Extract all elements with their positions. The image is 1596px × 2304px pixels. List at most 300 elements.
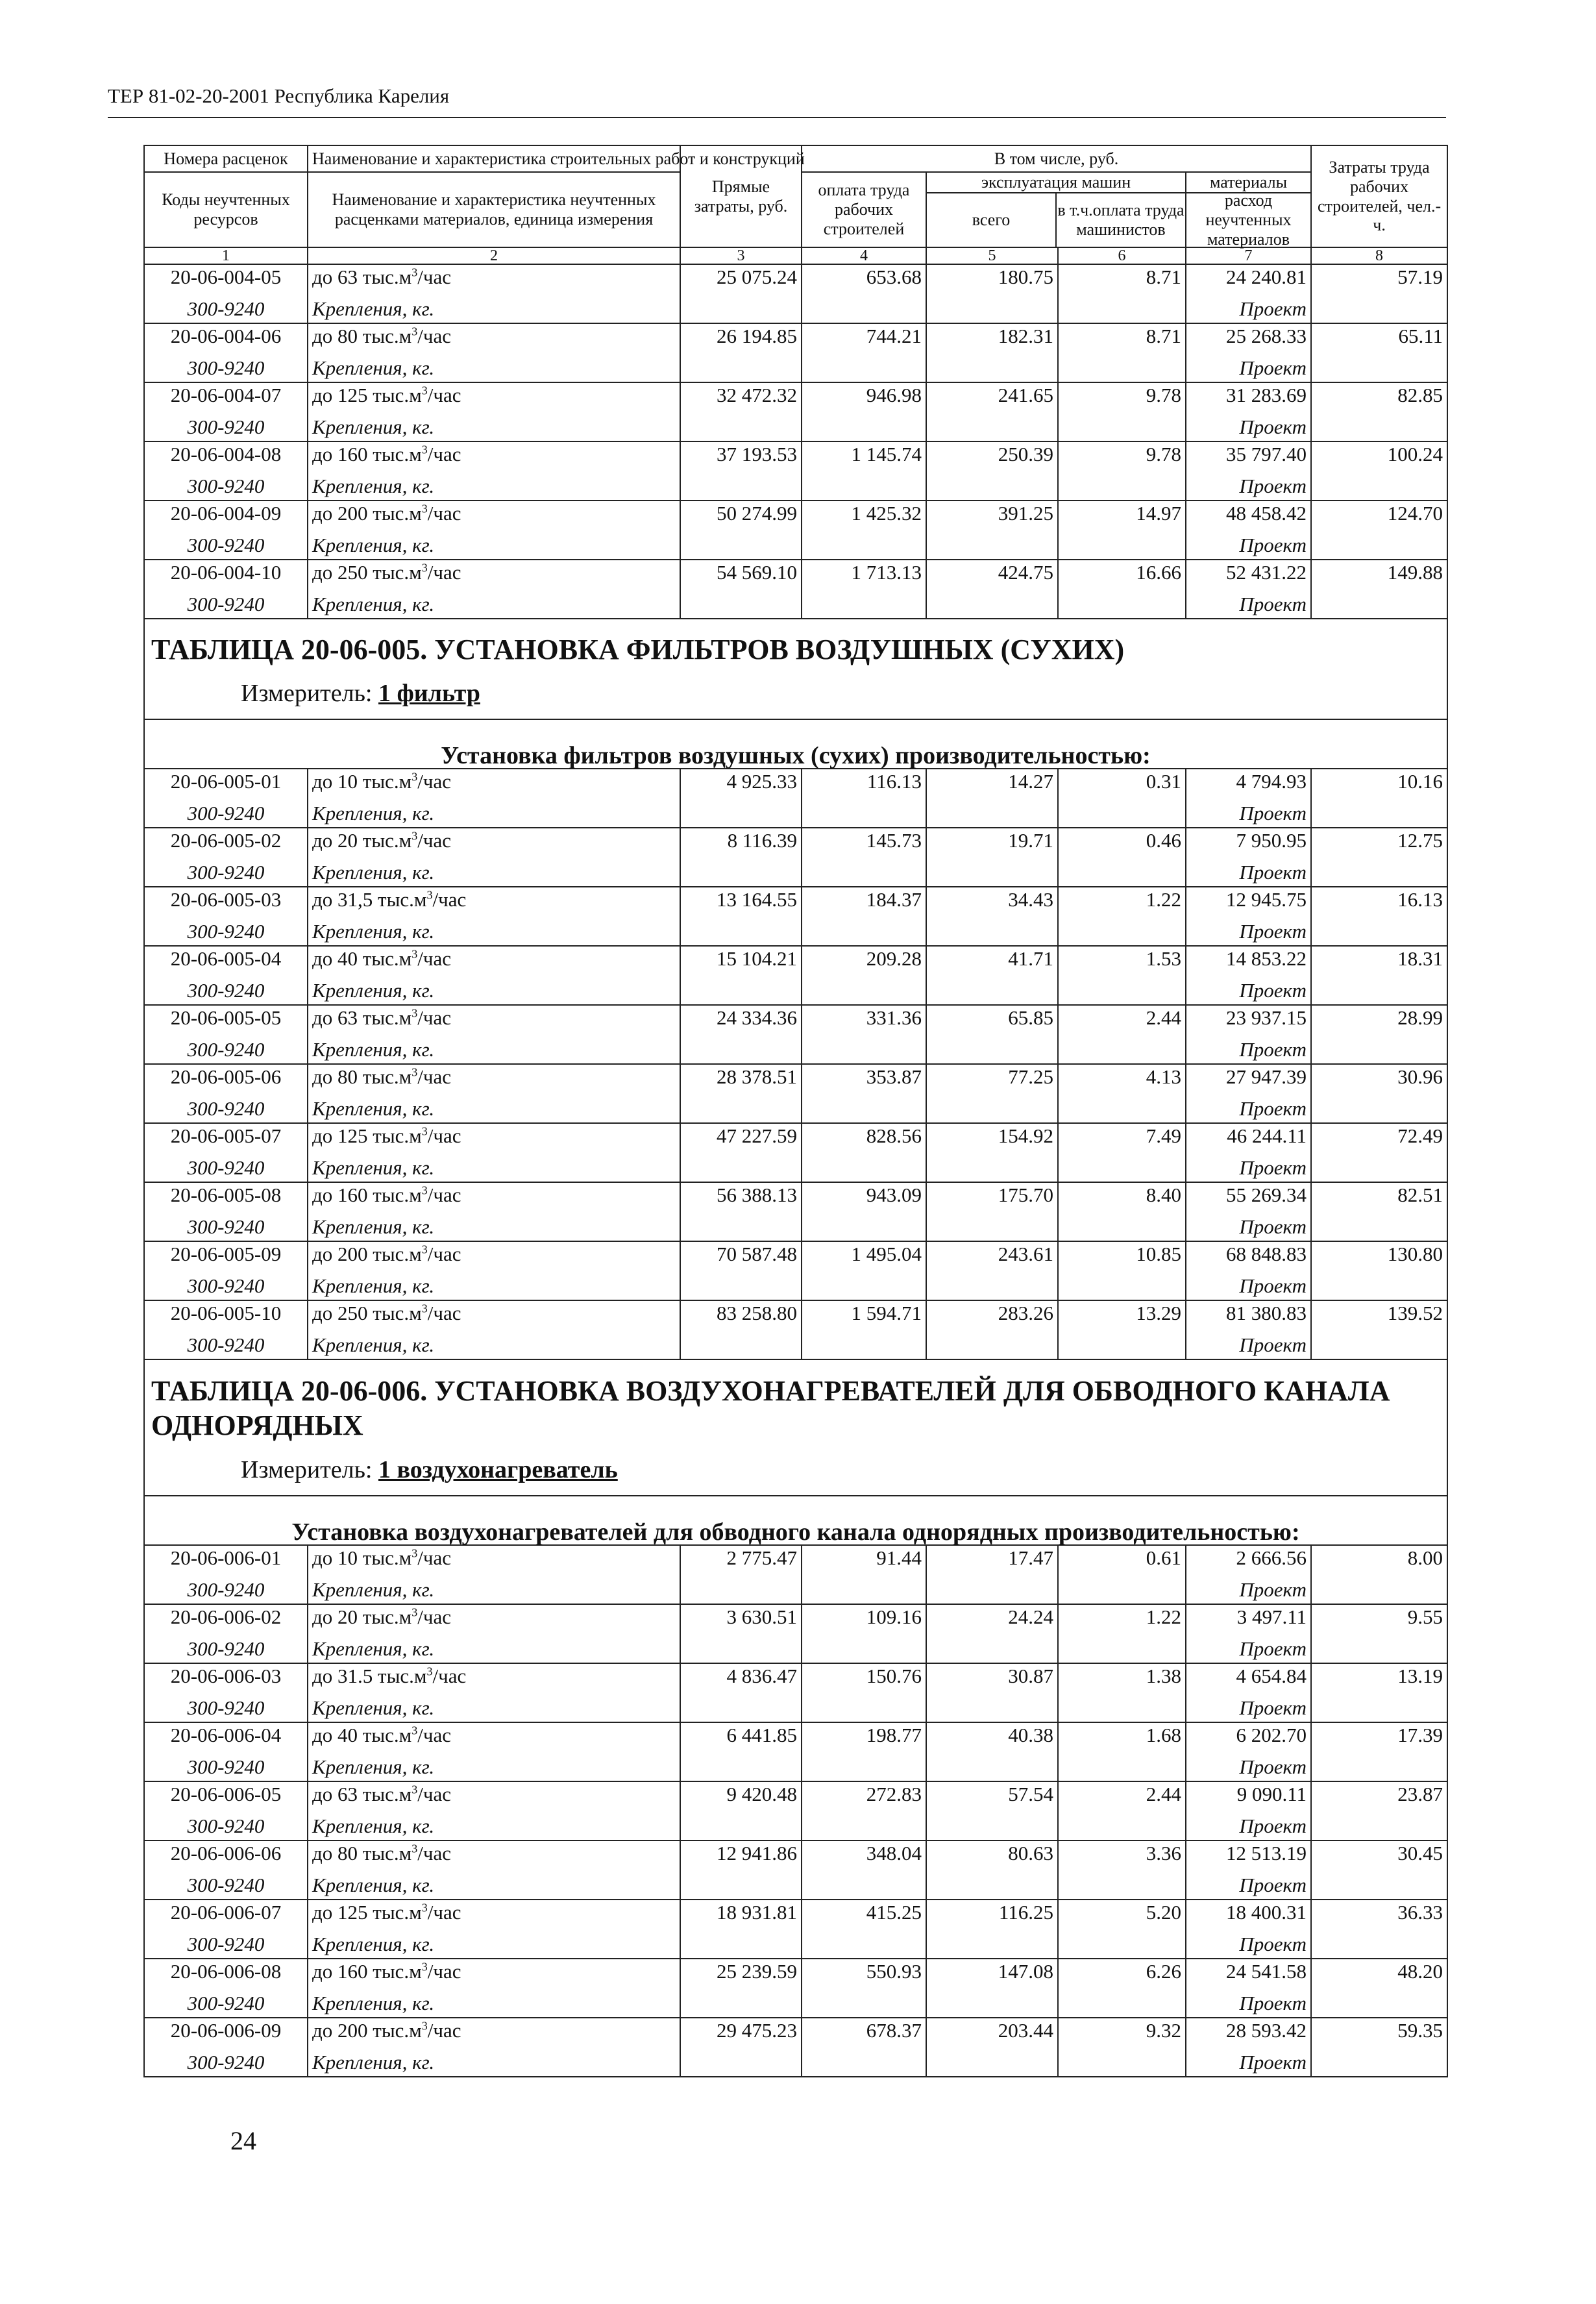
work-name — [308, 441, 680, 476]
rate-code: 20-06-006-07 — [144, 1900, 308, 1934]
col-num-1: 1 — [144, 247, 308, 264]
table-row — [144, 1604, 1447, 1639]
resource-name: Крепления, кг. — [308, 1158, 680, 1182]
rate-code: 20-06-006-05 — [144, 1781, 308, 1816]
work-name — [308, 769, 680, 803]
section-title-row — [144, 1359, 1447, 1457]
labor-cost: 415.25 — [802, 1900, 926, 1934]
labor-cost: 946.98 — [802, 382, 926, 417]
work-name — [308, 946, 680, 980]
measure-value: 1 воздухонагреватель — [378, 1456, 618, 1483]
resource-code: 300-9240 — [144, 594, 308, 619]
resource-code: 300-9240 — [144, 862, 308, 887]
empty-cell — [926, 594, 1058, 619]
prefix: до — [312, 1243, 338, 1265]
prefix: до — [312, 502, 338, 525]
empty-cell — [1058, 921, 1186, 946]
resource-qty: Проект — [1186, 358, 1311, 382]
empty-cell — [680, 1698, 802, 1722]
capacity: 200 — [338, 2019, 368, 2042]
table-row — [144, 2018, 1447, 2052]
work-name — [308, 1123, 680, 1158]
resource-name: Крепления, кг. — [308, 1276, 680, 1300]
unit: тыс.м — [378, 1665, 427, 1687]
gap-cell — [144, 719, 1447, 742]
direct-cost: 26 194.85 — [680, 323, 802, 358]
labor-hours: 13.19 — [1311, 1663, 1447, 1698]
resource-qty: Проект — [1186, 299, 1311, 323]
driver-cost: 9.78 — [1058, 382, 1186, 417]
direct-cost: 18 931.81 — [680, 1900, 802, 1934]
resource-name: Крепления, кг. — [308, 1816, 680, 1840]
resource-code: 300-9240 — [144, 358, 308, 382]
resource-code: 300-9240 — [144, 299, 308, 323]
driver-cost: 14.97 — [1058, 501, 1186, 535]
labor-cost: 184.37 — [802, 887, 926, 921]
work-name — [308, 264, 680, 299]
labor-cost: 1 145.74 — [802, 441, 926, 476]
table-row-resource — [144, 1098, 1447, 1123]
prefix: до — [312, 443, 338, 465]
resource-code: 300-9240 — [144, 1098, 308, 1123]
material-cost: 9 090.11 — [1186, 1781, 1311, 1816]
rate-code: 20-06-006-02 — [144, 1604, 308, 1639]
material-cost: 81 380.83 — [1186, 1300, 1311, 1335]
labor-hours: 124.70 — [1311, 501, 1447, 535]
labor-hours: 65.11 — [1311, 323, 1447, 358]
unit-power: 3 — [426, 888, 433, 902]
empty-cell — [802, 1039, 926, 1064]
empty-cell — [680, 1276, 802, 1300]
table-row — [144, 769, 1447, 803]
machine-cost: 250.39 — [926, 441, 1058, 476]
material-cost: 35 797.40 — [1186, 441, 1311, 476]
per-hour: /час — [427, 1960, 461, 1983]
machine-cost: 40.38 — [926, 1722, 1058, 1757]
per-hour: /час — [417, 266, 452, 288]
unit: тыс.м — [373, 502, 422, 525]
header-rule — [108, 117, 1446, 118]
material-cost: 27 947.39 — [1186, 1064, 1311, 1098]
empty-cell — [1058, 1934, 1186, 1959]
labor-hours: 23.87 — [1311, 1781, 1447, 1816]
empty-cell — [802, 535, 926, 560]
driver-cost: 2.44 — [1058, 1005, 1186, 1039]
labor-hours: 100.24 — [1311, 441, 1447, 476]
direct-cost: 56 388.13 — [680, 1182, 802, 1217]
unit: тыс.м — [378, 888, 427, 911]
material-cost: 48 458.42 — [1186, 501, 1311, 535]
table-column-numbers — [144, 247, 1447, 264]
direct-cost: 13 164.55 — [680, 887, 802, 921]
labor-cost: 91.44 — [802, 1545, 926, 1579]
per-hour: /час — [427, 1243, 461, 1265]
empty-cell — [1058, 1639, 1186, 1663]
work-name — [308, 2018, 680, 2052]
material-cost: 3 497.11 — [1186, 1604, 1311, 1639]
unit-power: 3 — [421, 1302, 428, 1315]
machine-cost: 80.63 — [926, 1840, 1058, 1875]
empty-cell — [680, 476, 802, 501]
table-row — [144, 1959, 1447, 1993]
table-row-resource — [144, 803, 1447, 828]
col-num-3: 3 — [680, 247, 802, 264]
machine-cost: 203.44 — [926, 2018, 1058, 2052]
empty-cell — [680, 1993, 802, 2018]
empty-cell — [1311, 862, 1447, 887]
empty-cell — [1311, 1579, 1447, 1604]
th-machines: эксплуатация машин — [927, 173, 1185, 193]
resource-name: Крепления, кг. — [308, 1039, 680, 1064]
direct-cost: 25 075.24 — [680, 264, 802, 299]
empty-cell — [1311, 1098, 1447, 1123]
per-hour: /час — [427, 1901, 461, 1924]
empty-cell — [680, 594, 802, 619]
direct-cost: 83 258.80 — [680, 1300, 802, 1335]
resource-name: Крепления, кг. — [308, 1698, 680, 1722]
machine-cost: 57.54 — [926, 1781, 1058, 1816]
rate-code: 20-06-006-08 — [144, 1959, 308, 1993]
empty-cell — [1058, 1158, 1186, 1182]
material-cost: 18 400.31 — [1186, 1900, 1311, 1934]
gap-cell — [144, 1496, 1447, 1518]
driver-cost: 1.22 — [1058, 1604, 1186, 1639]
unit: тыс.м — [373, 443, 422, 465]
empty-cell — [926, 535, 1058, 560]
document-header: ТЕР 81-02-20-2001 Республика Карелия — [108, 84, 450, 107]
resource-qty: Проект — [1186, 1934, 1311, 1959]
direct-cost: 50 274.99 — [680, 501, 802, 535]
unit: тыс.м — [373, 1243, 422, 1265]
direct-cost: 28 378.51 — [680, 1064, 802, 1098]
empty-cell — [802, 1875, 926, 1900]
capacity: 40 — [338, 947, 358, 970]
direct-cost: 70 587.48 — [680, 1241, 802, 1276]
direct-cost: 47 227.59 — [680, 1123, 802, 1158]
work-name — [308, 1604, 680, 1639]
empty-cell — [802, 1217, 926, 1241]
empty-cell — [1311, 476, 1447, 501]
resource-qty: Проект — [1186, 535, 1311, 560]
th-name-b: Наименование и характеристика неучтенных расценками материалов, единица измерения — [308, 172, 680, 247]
rate-code: 20-06-005-07 — [144, 1123, 308, 1158]
labor-hours: 28.99 — [1311, 1005, 1447, 1039]
resource-qty: Проект — [1186, 1993, 1311, 2018]
table-row-resource — [144, 535, 1447, 560]
work-name — [308, 1005, 680, 1039]
rate-code: 20-06-005-10 — [144, 1300, 308, 1335]
labor-hours: 16.13 — [1311, 887, 1447, 921]
labor-cost: 1 425.32 — [802, 501, 926, 535]
resource-code: 300-9240 — [144, 1757, 308, 1781]
machine-cost: 147.08 — [926, 1959, 1058, 1993]
prefix: до — [312, 1665, 338, 1687]
unit: тыс.м — [362, 1546, 412, 1569]
table-row-resource — [144, 2052, 1447, 2077]
capacity: 200 — [338, 1243, 368, 1265]
labor-hours: 12.75 — [1311, 828, 1447, 862]
direct-cost: 2 775.47 — [680, 1545, 802, 1579]
empty-cell — [1058, 594, 1186, 619]
resource-name: Крепления, кг. — [308, 1579, 680, 1604]
labor-cost: 1 594.71 — [802, 1300, 926, 1335]
unit-power: 3 — [421, 443, 428, 456]
work-name — [308, 382, 680, 417]
machine-cost: 30.87 — [926, 1663, 1058, 1698]
th-materials: материалы — [1186, 173, 1310, 193]
resource-qty: Проект — [1186, 1098, 1311, 1123]
labor-hours: 149.88 — [1311, 560, 1447, 594]
section-title-row — [144, 619, 1447, 681]
resource-qty: Проект — [1186, 1698, 1311, 1722]
direct-cost: 4 925.33 — [680, 769, 802, 803]
resource-code: 300-9240 — [144, 1335, 308, 1359]
work-name — [308, 1900, 680, 1934]
capacity: 80 — [338, 1065, 358, 1088]
measure-label: Измеритель: — [241, 1456, 378, 1483]
rate-code: 20-06-004-09 — [144, 501, 308, 535]
material-cost: 23 937.15 — [1186, 1005, 1311, 1039]
unit: тыс.м — [362, 770, 412, 793]
table-row-resource — [144, 862, 1447, 887]
empty-cell — [926, 980, 1058, 1005]
resource-name: Крепления, кг. — [308, 1993, 680, 2018]
resource-qty: Проект — [1186, 980, 1311, 1005]
resource-name: Крепления, кг. — [308, 1639, 680, 1663]
machine-cost: 241.65 — [926, 382, 1058, 417]
th-labor: оплата труда рабочих строителей — [802, 172, 926, 247]
empty-cell — [680, 1039, 802, 1064]
unit-power: 3 — [411, 325, 418, 338]
unit-power: 3 — [411, 266, 418, 279]
prefix: до — [312, 947, 338, 970]
empty-cell — [802, 980, 926, 1005]
capacity: 40 — [338, 1724, 358, 1746]
section-title: ТАБЛИЦА 20-06-005. УСТАНОВКА ФИЛЬТРОВ ВОЗДУШНЫХ (СУХИХ) — [144, 619, 1447, 681]
rate-code: 20-06-005-08 — [144, 1182, 308, 1217]
unit-power: 3 — [411, 770, 418, 784]
work-name — [308, 828, 680, 862]
empty-cell — [802, 358, 926, 382]
table-row — [144, 1722, 1447, 1757]
labor-hours: 82.51 — [1311, 1182, 1447, 1217]
driver-cost: 1.68 — [1058, 1722, 1186, 1757]
machine-cost: 424.75 — [926, 560, 1058, 594]
empty-cell — [680, 803, 802, 828]
table-row — [144, 323, 1447, 358]
labor-cost: 828.56 — [802, 1123, 926, 1158]
table-row — [144, 382, 1447, 417]
direct-cost: 32 472.32 — [680, 382, 802, 417]
driver-cost: 6.26 — [1058, 1959, 1186, 1993]
machine-cost: 182.31 — [926, 323, 1058, 358]
driver-cost: 7.49 — [1058, 1123, 1186, 1158]
labor-hours: 57.19 — [1311, 264, 1447, 299]
labor-cost: 1 713.13 — [802, 560, 926, 594]
resource-code: 300-9240 — [144, 1934, 308, 1959]
material-cost: 6 202.70 — [1186, 1722, 1311, 1757]
table-row — [144, 1840, 1447, 1875]
rate-code: 20-06-004-05 — [144, 264, 308, 299]
empty-cell — [926, 1276, 1058, 1300]
machine-cost: 391.25 — [926, 501, 1058, 535]
table-row-resource — [144, 1158, 1447, 1182]
per-hour: /час — [417, 1006, 452, 1029]
empty-cell — [680, 417, 802, 441]
measure-label: Измеритель: — [241, 680, 378, 707]
unit-power: 3 — [421, 2019, 428, 2033]
capacity: 31.5 — [338, 1665, 373, 1687]
empty-cell — [1058, 1217, 1186, 1241]
per-hour: /час — [417, 1065, 452, 1088]
table-row-resource — [144, 476, 1447, 501]
empty-cell — [1311, 417, 1447, 441]
direct-cost: 54 569.10 — [680, 560, 802, 594]
empty-cell — [926, 417, 1058, 441]
resource-name: Крепления, кг. — [308, 803, 680, 828]
empty-cell — [926, 1698, 1058, 1722]
measure-cell — [144, 681, 1447, 719]
driver-cost: 0.61 — [1058, 1545, 1186, 1579]
prefix: до — [312, 1006, 338, 1029]
per-hour: /час — [427, 384, 461, 406]
table-row — [144, 264, 1447, 299]
empty-cell — [680, 1875, 802, 1900]
resource-name: Крепления, кг. — [308, 1875, 680, 1900]
resource-code: 300-9240 — [144, 1993, 308, 2018]
empty-cell — [1058, 1698, 1186, 1722]
measure-value: 1 фильтр — [378, 680, 480, 707]
driver-cost: 0.31 — [1058, 769, 1186, 803]
empty-cell — [1058, 358, 1186, 382]
rate-code: 20-06-004-07 — [144, 382, 308, 417]
rate-code: 20-06-005-06 — [144, 1064, 308, 1098]
machine-cost: 34.43 — [926, 887, 1058, 921]
driver-cost: 5.20 — [1058, 1900, 1186, 1934]
empty-cell — [926, 1993, 1058, 2018]
work-name — [308, 1781, 680, 1816]
prefix: до — [312, 2019, 338, 2042]
resource-code: 300-9240 — [144, 1217, 308, 1241]
work-name — [308, 1545, 680, 1579]
machine-cost: 17.47 — [926, 1545, 1058, 1579]
resource-code: 300-9240 — [144, 1276, 308, 1300]
resource-qty: Проект — [1186, 1039, 1311, 1064]
unit: тыс.м — [362, 829, 412, 852]
rate-code: 20-06-005-09 — [144, 1241, 308, 1276]
capacity: 160 — [338, 1183, 368, 1206]
table-row-resource — [144, 1639, 1447, 1663]
empty-cell — [926, 921, 1058, 946]
unit: тыс.м — [362, 1006, 412, 1029]
prefix: до — [312, 384, 338, 406]
unit-power: 3 — [421, 384, 428, 397]
labor-hours: 59.35 — [1311, 2018, 1447, 2052]
empty-cell — [680, 1757, 802, 1781]
labor-cost: 678.37 — [802, 2018, 926, 2052]
labor-hours: 9.55 — [1311, 1604, 1447, 1639]
prefix: до — [312, 1302, 338, 1324]
direct-cost: 24 334.36 — [680, 1005, 802, 1039]
rate-code: 20-06-004-06 — [144, 323, 308, 358]
unit-power: 3 — [411, 1724, 418, 1737]
driver-cost: 3.36 — [1058, 1840, 1186, 1875]
material-cost: 46 244.11 — [1186, 1123, 1311, 1158]
table-row — [144, 1781, 1447, 1816]
empty-cell — [1058, 535, 1186, 560]
table-row — [144, 1064, 1447, 1098]
resource-name: Крепления, кг. — [308, 921, 680, 946]
prefix: до — [312, 561, 338, 584]
empty-cell — [680, 862, 802, 887]
empty-cell — [802, 1276, 926, 1300]
table-row-resource — [144, 1698, 1447, 1722]
measure-row — [144, 681, 1447, 719]
labor-cost: 550.93 — [802, 1959, 926, 1993]
empty-cell — [926, 1934, 1058, 1959]
empty-cell — [926, 1875, 1058, 1900]
empty-cell — [1311, 358, 1447, 382]
per-hour: /час — [427, 502, 461, 525]
per-hour: /час — [417, 829, 452, 852]
work-name — [308, 1959, 680, 1993]
capacity: 20 — [338, 829, 358, 852]
resource-code: 300-9240 — [144, 1875, 308, 1900]
empty-cell — [1311, 1816, 1447, 1840]
price-table — [143, 145, 1448, 2077]
unit-power: 3 — [421, 1124, 428, 1138]
resource-name: Крепления, кг. — [308, 980, 680, 1005]
driver-cost: 2.44 — [1058, 1781, 1186, 1816]
rate-code: 20-06-005-03 — [144, 887, 308, 921]
empty-cell — [1058, 1757, 1186, 1781]
unit: тыс.м — [362, 1065, 412, 1088]
resource-qty: Проект — [1186, 1276, 1311, 1300]
table-row-resource — [144, 921, 1447, 946]
labor-cost: 209.28 — [802, 946, 926, 980]
empty-cell — [926, 476, 1058, 501]
empty-cell — [926, 1639, 1058, 1663]
machine-cost: 65.85 — [926, 1005, 1058, 1039]
resource-name: Крепления, кг. — [308, 299, 680, 323]
empty-cell — [1311, 1993, 1447, 2018]
resource-code: 300-9240 — [144, 921, 308, 946]
material-cost: 12 945.75 — [1186, 887, 1311, 921]
machine-cost: 283.26 — [926, 1300, 1058, 1335]
empty-cell — [1311, 1335, 1447, 1359]
capacity: 10 — [338, 770, 358, 793]
prefix: до — [312, 829, 338, 852]
empty-cell — [802, 299, 926, 323]
material-cost: 4 794.93 — [1186, 769, 1311, 803]
machine-cost: 24.24 — [926, 1604, 1058, 1639]
table-row — [144, 1545, 1447, 1579]
table-row-resource — [144, 1816, 1447, 1840]
empty-cell — [680, 1335, 802, 1359]
empty-cell — [680, 1098, 802, 1123]
direct-cost: 4 836.47 — [680, 1663, 802, 1698]
col-num-8: 8 — [1311, 247, 1447, 264]
labor-hours: 130.80 — [1311, 1241, 1447, 1276]
empty-cell — [680, 980, 802, 1005]
th-mach-total: всего — [927, 193, 1057, 247]
capacity: 10 — [338, 1546, 358, 1569]
empty-cell — [1311, 1158, 1447, 1182]
empty-cell — [1311, 1639, 1447, 1663]
empty-cell — [802, 1757, 926, 1781]
empty-cell — [802, 862, 926, 887]
table-row — [144, 501, 1447, 535]
